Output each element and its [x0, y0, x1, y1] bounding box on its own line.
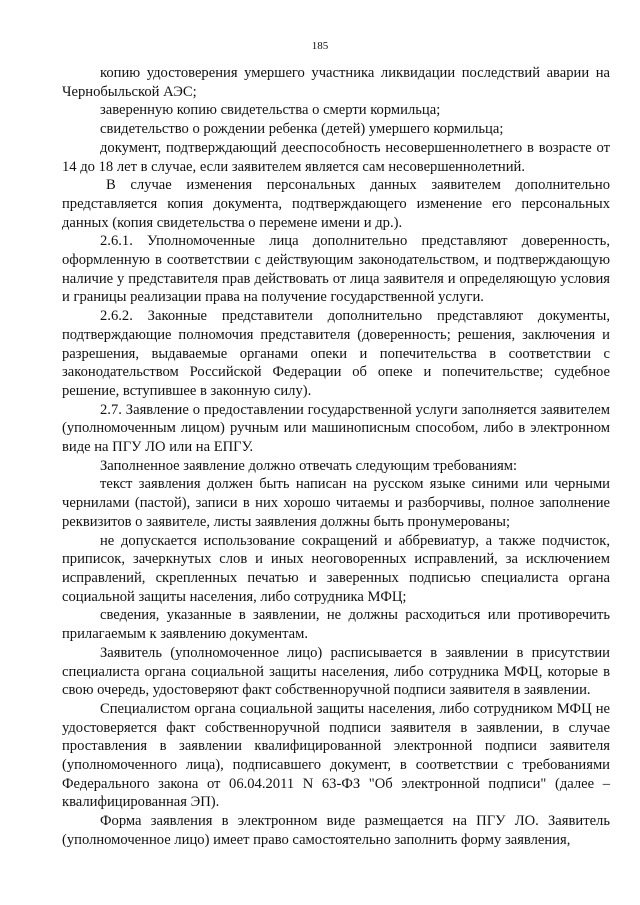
paragraph: копию удостоверения умершего участника ликвидации последствий аварии на Чернобыльской АЭС; [62, 65, 610, 100]
paragraph: 2.7. Заявление о предоставлении государственной услуги заполняется заявителем (уполномоченным лицом) ручным или машинописным способом, либо в электронном виде на ПГУ ЛО или на ЕПГУ. [62, 401, 610, 456]
paragraph: текст заявления должен быть написан на русском языке синими или черными чернилами (пастой), записи в них хорошо читаемы и разборчивы, полное заполнение реквизитов о заявителе, листы заявления должны быть пронумерованы; [62, 476, 610, 530]
paragraph: 2.6.2. Законные представители дополнительно представляют документы, подтверждающие полномочия представителя (доверенность; решения, заключения и разрешения, выдаваемые органами опеки и попечительства в соответствии с законодательством Российской Федерации об опеке и попечительстве; судебное решение, вступившее в законную силу). [62, 308, 610, 399]
paragraph: свидетельство о рождении ребенка (детей) умершего кормильца; [100, 121, 504, 138]
paragraph: Заявитель (уполномоченное лицо) расписывается в заявлении в присутствии специалиста органа социальной защиты населения, либо сотрудника МФЦ, которые в свою очередь, удостоверяют факт собственноручной подписи заявителя в заявлении. [62, 644, 610, 699]
paragraph: Заполненное заявление должно отвечать следующим требованиям: [100, 457, 518, 474]
page-number: 185 [311, 40, 329, 52]
paragraph: Форма заявления в электронном виде размещается на ПГУ ЛО. Заявитель (уполномоченное лицо) имеет право самостоятельно заполнить форму заявления, [62, 813, 610, 848]
paragraph: документ, подтверждающий дееспособность несовершеннолетнего в возрасте от 14 до 18 лет в случае, если заявителем является сам несовершеннолетний. [62, 139, 610, 175]
paragraph: 2.6.1. Уполномоченные лица дополнительно представляют доверенность, оформленную в соответствии с действующим законодательством, и подтверждающую наличие у представителя прав действовать от лица заявителя и определяющую условия и границы реализации права на получение государственной услуги. [62, 233, 610, 306]
paragraph: не допускается использование сокращений и аббревиатур, а также подчисток, приписок, зачеркнутых слов и иных неоговоренных исправлений, за исключением исправлений, скрепленных печатью и заверенных подписью специалиста органа социальной защиты населения, либо сотрудника МФЦ; [62, 532, 610, 605]
document-body [62, 64, 610, 850]
paragraph: Специалистом органа социальной защиты населения, либо сотрудником МФЦ не удостоверяется факт собственноручной подписи заявителя в заявлении, в случае проставления в заявлении квалифицированной электронной подписи заявителя (уполномоченного лица), подписавшего документ, в соответствии с требованиями Федерального закона от 06.04.2011 N 63-ФЗ "Об электронной подписи" (далее – квалифицированная ЭП). [62, 700, 610, 811]
paragraph: В случае изменения персональных данных заявителем дополнительно представляется копия документа, подтверждающего изменение его персональных данных (копия свидетельства о перемене имени и др.). [62, 177, 610, 231]
paragraph: заверенную копию свидетельства о смерти кормильца; [100, 102, 441, 119]
paragraph: сведения, указанные в заявлении, не должны расходиться или противоречить прилагаемым к заявлению документам. [62, 607, 610, 643]
